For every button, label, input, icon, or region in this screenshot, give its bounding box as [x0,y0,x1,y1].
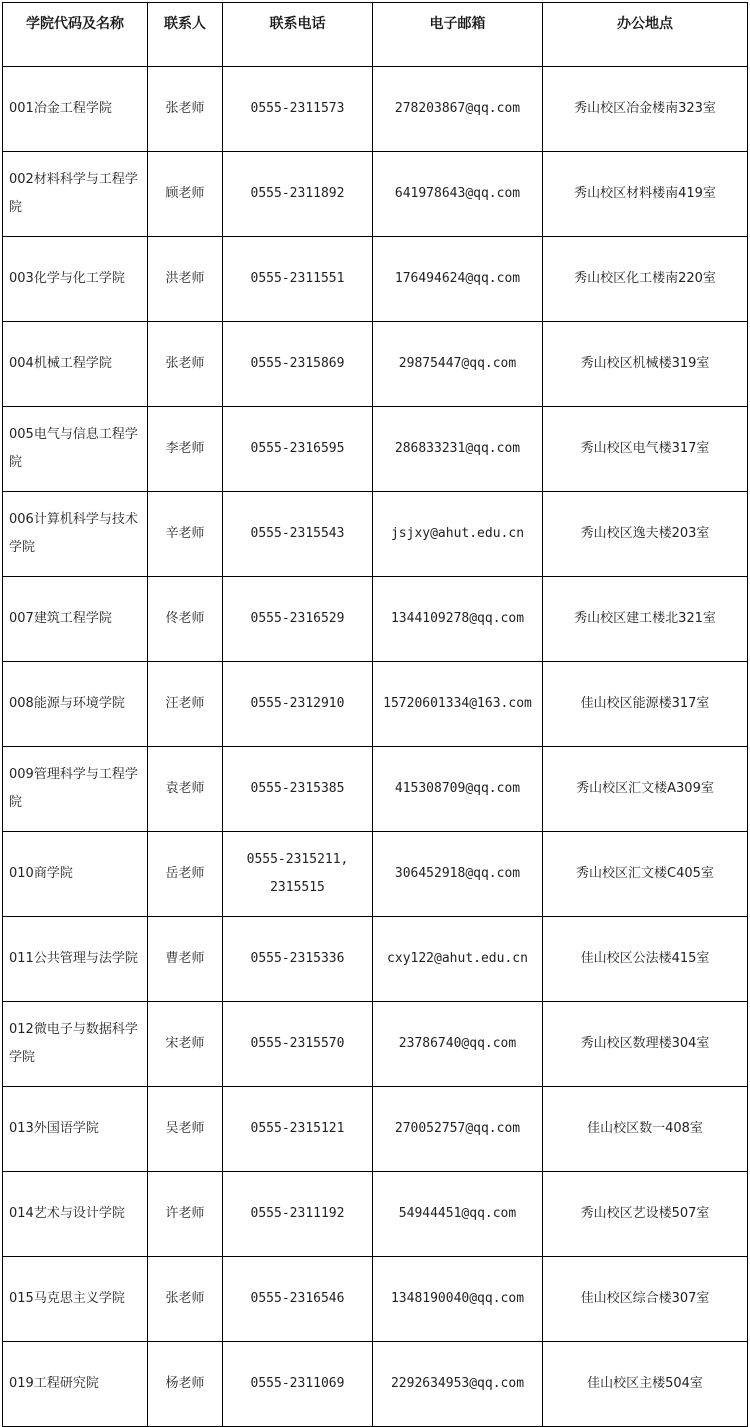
table-row [3,1257,748,1342]
table-header [3,3,748,67]
phone-cell: 0555-2311551 [223,237,373,322]
contact-cell: 袁老师 [148,747,223,832]
phone-cell: 0555-2312910 [223,662,373,747]
college-cell [3,237,148,322]
college-name: 015马克思主义学院 [9,1291,125,1306]
phone-cell: 0555-2315385 [223,747,373,832]
phone-cell: 0555-2315211, 2315515 [223,832,373,917]
email-cell: cxy122@ahut.edu.cn [373,917,543,1002]
college-name: 007建筑工程学院 [9,611,112,626]
table-row [3,237,748,322]
college-name: 014艺术与设计学院 [9,1206,125,1221]
contact-cell: 辛老师 [148,492,223,577]
contact-cell: 张老师 [148,67,223,152]
college-cell [3,577,148,662]
header-row [3,3,748,67]
office-cell: 秀山校区材料楼南419室 [543,152,748,237]
email-cell: 1344109278@qq.com [373,577,543,662]
table-row [3,1342,748,1427]
phone-cell: 0555-2315121 [223,1087,373,1172]
header-college: 学院代码及名称 [3,3,148,67]
contact-cell: 张老师 [148,322,223,407]
email-cell: 415308709@qq.com [373,747,543,832]
email-cell: 176494624@qq.com [373,237,543,322]
college-name: 002材料科学与工程学院 [9,172,138,215]
college-name: 013外国语学院 [9,1121,99,1136]
email-cell: 2292634953@qq.com [373,1342,543,1427]
office-cell: 佳山校区综合楼307室 [543,1257,748,1342]
table-row [3,917,748,1002]
college-name: 006计算机科学与技术学院 [9,512,138,555]
college-name: 019工程研究院 [9,1376,99,1391]
college-name: 011公共管理与法学院 [9,951,138,966]
contact-cell: 宋老师 [148,1002,223,1087]
college-cell [3,1087,148,1172]
office-cell: 秀山校区化工楼南220室 [543,237,748,322]
contact-cell: 许老师 [148,1172,223,1257]
email-cell: 1348190040@qq.com [373,1257,543,1342]
table-row [3,152,748,237]
table-row [3,1002,748,1087]
phone-cell: 0555-2311573 [223,67,373,152]
phone-cell: 0555-2315570 [223,1002,373,1087]
office-cell: 佳山校区公法楼415室 [543,917,748,1002]
college-cell [3,1257,148,1342]
college-name: 008能源与环境学院 [9,696,125,711]
header-office: 办公地点 [543,3,748,67]
college-cell [3,832,148,917]
college-cell [3,662,148,747]
table-row [3,747,748,832]
contact-cell: 顾老师 [148,152,223,237]
college-cell [3,67,148,152]
office-cell: 佳山校区数一408室 [543,1087,748,1172]
office-cell: 秀山校区冶金楼南323室 [543,67,748,152]
phone-cell: 0555-2315336 [223,917,373,1002]
college-name: 005电气与信息工程学院 [9,427,138,470]
office-cell: 秀山校区汇文楼A309室 [543,747,748,832]
contact-cell: 佟老师 [148,577,223,662]
college-name: 010商学院 [9,866,73,881]
email-cell: 29875447@qq.com [373,322,543,407]
header-contact: 联系人 [148,3,223,67]
contact-cell: 洪老师 [148,237,223,322]
office-cell: 秀山校区艺设楼507室 [543,1172,748,1257]
contact-cell: 汪老师 [148,662,223,747]
office-cell: 佳山校区能源楼317室 [543,662,748,747]
college-name: 009管理科学与工程学院 [9,767,138,810]
college-cell [3,1342,148,1427]
phone-cell: 0555-2315543 [223,492,373,577]
email-cell: 286833231@qq.com [373,407,543,492]
email-cell: 54944451@qq.com [373,1172,543,1257]
college-cell [3,747,148,832]
table-row [3,322,748,407]
contact-cell: 杨老师 [148,1342,223,1427]
contact-table [2,2,748,1427]
phone-cell: 0555-2311192 [223,1172,373,1257]
table-row [3,1087,748,1172]
table-row [3,407,748,492]
college-cell [3,322,148,407]
college-cell [3,492,148,577]
office-cell: 秀山校区数理楼304室 [543,1002,748,1087]
email-cell: 306452918@qq.com [373,832,543,917]
table-row [3,832,748,917]
college-cell [3,1172,148,1257]
table-body [3,67,748,1427]
phone-cell: 0555-2311069 [223,1342,373,1427]
contact-cell: 曹老师 [148,917,223,1002]
office-cell: 佳山校区主楼504室 [543,1342,748,1427]
table-row [3,577,748,662]
college-cell [3,407,148,492]
office-cell: 秀山校区机械楼319室 [543,322,748,407]
email-cell: 15720601334@163.com [373,662,543,747]
email-cell: 270052757@qq.com [373,1087,543,1172]
phone-cell: 0555-2315869 [223,322,373,407]
office-cell: 秀山校区电气楼317室 [543,407,748,492]
contact-cell: 张老师 [148,1257,223,1342]
phone-cell: 0555-2311892 [223,152,373,237]
college-name: 001冶金工程学院 [9,101,112,116]
contact-cell: 岳老师 [148,832,223,917]
header-phone: 联系电话 [223,3,373,67]
college-name: 003化学与化工学院 [9,271,125,286]
table-row [3,67,748,152]
contact-cell: 李老师 [148,407,223,492]
table-row [3,662,748,747]
table-row [3,492,748,577]
college-name: 012微电子与数据科学学院 [9,1022,138,1065]
header-email: 电子邮箱 [373,3,543,67]
office-cell: 秀山校区逸夫楼203室 [543,492,748,577]
phone-cell: 0555-2316546 [223,1257,373,1342]
phone-cell: 0555-2316595 [223,407,373,492]
office-cell: 秀山校区汇文楼C405室 [543,832,748,917]
email-cell: jsjxy@ahut.edu.cn [373,492,543,577]
office-cell: 秀山校区建工楼北321室 [543,577,748,662]
college-name: 004机械工程学院 [9,356,112,371]
table-row [3,1172,748,1257]
email-cell: 23786740@qq.com [373,1002,543,1087]
contact-cell: 吴老师 [148,1087,223,1172]
college-cell [3,917,148,1002]
college-cell [3,152,148,237]
email-cell: 278203867@qq.com [373,67,543,152]
email-cell: 641978643@qq.com [373,152,543,237]
phone-cell: 0555-2316529 [223,577,373,662]
college-cell [3,1002,148,1087]
